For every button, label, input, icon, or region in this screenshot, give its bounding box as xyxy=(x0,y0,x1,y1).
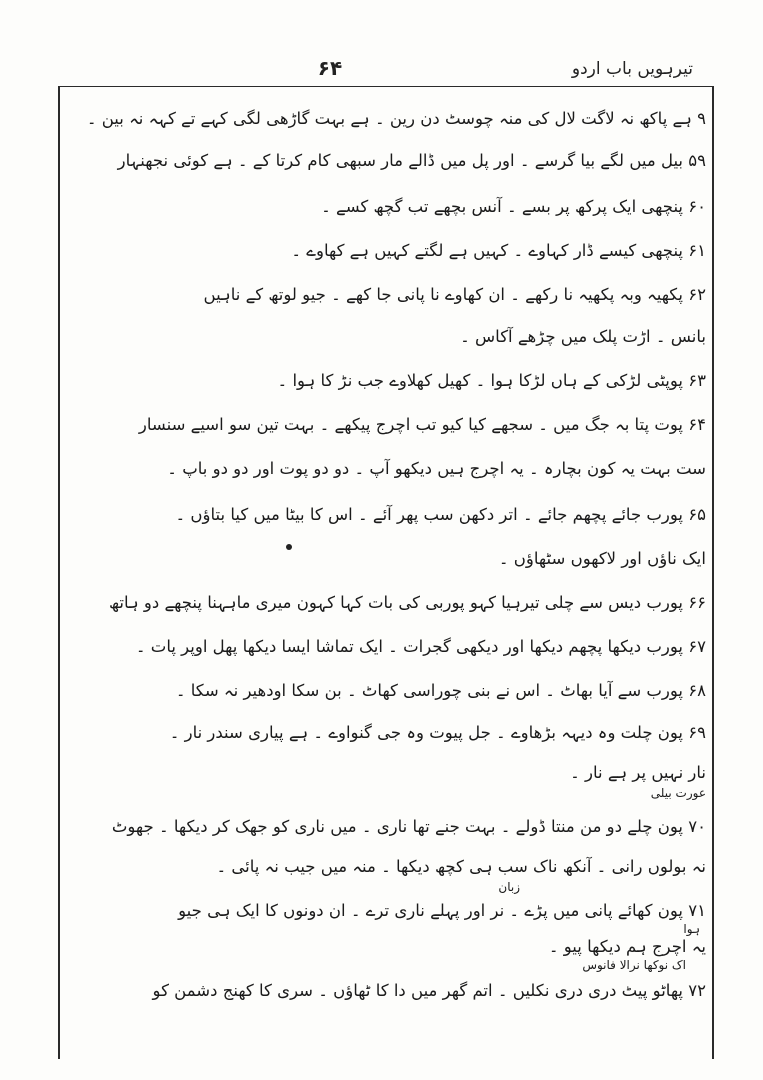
text-line: ۷۰ پون چلے دو من منتا ڈولے ۔ بہت جنے تھا ناری ۔ میں ناری کو جھک کر دیکھا ۔ جھوٹ xyxy=(111,817,706,836)
text-line: نار نہیں پر ہے نار ۔ xyxy=(570,763,706,782)
text-line: یہ اچرج ہم دیکھا پیو ۔ xyxy=(548,937,706,956)
page-number: ۶۴ xyxy=(317,56,343,80)
text-line: ۶۶ پورب دیس سے چلی تیرہیا کہو پوربی کی بات کہا کہون میری ماہہنا پنچھے دو ہاتھ xyxy=(108,593,706,612)
interlinear-note: عورت بیلی xyxy=(650,786,706,800)
text-line: ۶۰ پنچھی ایک پرکھ پر بسے ۔ آنس بچھے تب گچھ کسے ۔ xyxy=(321,197,706,216)
text-line: بانس ۔ اڑت پلک میں چڑھے آکاس ۔ xyxy=(460,327,706,346)
text-line: ۶۴ پوت پتا بہ جگ میں ۔ سجھے کیا کیو تب اچرج پیکھے ۔ بہت تین سو اسیے سنسار xyxy=(138,415,706,434)
interlinear-note: ہوا xyxy=(683,922,700,936)
text-line: ۷۱ پون کھائے پانی میں پڑے ۔ نر اور پہلے ناری ترے ۔ ان دونوں کا ایک ہی جیو xyxy=(178,901,706,920)
text-line: ۵۹ بیل میں لگے بیا گرسے ۔ اور پل میں ڈالے مار سبھی کام کرتا کے ۔ ہے کوئی نجھنہار xyxy=(117,151,706,170)
text-line: ۶۵ پورب جائے پچھم جائے ۔ اتر دکھن سب پھر آئے ۔ اس کا بیٹا میں کیا بتاؤں ۔ xyxy=(175,505,706,524)
text-line: ۹ ہے پاکھ نہ لاگت لال کی منہ چوسٹ دن رین ۔ ہے بہت گاڑھی لگی کہے تے کہہ نہ بین ۔ xyxy=(86,109,706,128)
text-line: ۶۳ پوپٹی لڑکی کے ہاں لڑکا ہوا ۔ کھیل کھلاوے جب نڑ کا ہوا ۔ xyxy=(277,371,706,390)
text-line: ۶۹ پون چلت وہ دیہہ بڑھاوے ۔ جل پیوت وہ جی گنواوے ۔ ہے پیاری سندر نار ۔ xyxy=(169,723,706,742)
text-line: ست بہت یہ کون بچارہ ۔ یہ اچرج ہیں دیکھو آپ ۔ دو دو پوت اور دو دو باپ ۔ xyxy=(167,459,706,478)
text-line: ۶۸ پورب سے آیا بھاٹ ۔ اس نے بنی چوراسی کھاٹ ۔ بن سکا اودھیر نہ سکا ۔ xyxy=(175,681,706,700)
interlinear-note: زبان xyxy=(498,880,520,894)
text-line: ۷۲ پھاٹو پیٹ دری دری نکلیں ۔ اتم گھر میں دا کا ٹھاؤں ۔ سری کا کھنج دشمن کو xyxy=(152,981,706,1000)
interlinear-note: اک نوکھا نرالا فانوس xyxy=(582,958,686,972)
text-line: ۶۲ پکھیہ وبہ پکھیہ نا رکھے ۔ ان کھاوے نا پانی جا کھے ۔ جیو لوتھ کے ناہیں xyxy=(203,285,706,304)
text-line: ۶۷ پورب دیکھا پچھم دیکھا اور دیکھی گجرات ۔ ایک تماشا ایسا دیکھا پھل اوپر پات ۔ xyxy=(135,637,706,656)
text-line: نہ بولوں رانی ۔ آنکھ ناک سب ہی کچھ دیکھا ۔ منہ میں جیب نہ پائی ۔ xyxy=(216,857,706,876)
running-header: تیرہویں باب اردو xyxy=(571,59,693,79)
text-line: ۶۱ پنچھی کیسے ڈار کہاوے ۔ کہیں ہے لگتے کہیں ہے کھاوے ۔ xyxy=(291,241,706,260)
text-line: ایک ناؤں اور لاکھوں سٹھاؤں ۔ xyxy=(498,549,706,568)
